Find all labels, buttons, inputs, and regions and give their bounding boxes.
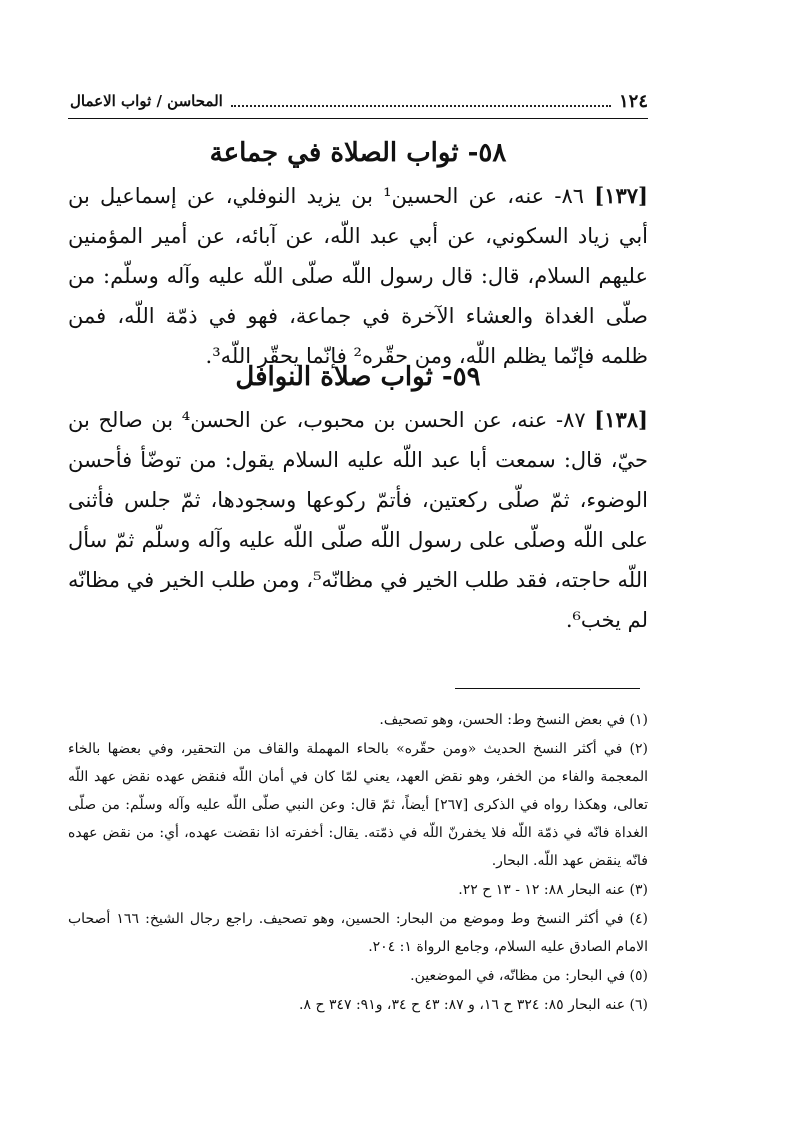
header-leader-dots bbox=[231, 95, 611, 107]
page-number: ١٢٤ bbox=[618, 90, 648, 112]
page-header bbox=[70, 86, 648, 116]
footnote-5: (٥) في البحار: من مظانّه، في الموضعين. bbox=[410, 968, 648, 984]
hadith-137-number: [١٣٧] bbox=[594, 183, 648, 208]
hadith-137 bbox=[68, 176, 648, 376]
footnote-separator bbox=[455, 688, 640, 689]
hadith-138-text: ٨٧- عنه، عن الحسن بن محبوب، عن الحسن⁴ بن صالح بن حيّ، قال: سمعت أبا عبد اللّه عليه السلام يقول: من توضّأ فأحسن الوضوء، ثمّ صلّى ركعتين، فأتمّ ركوعها وسجودها، ثمّ جلس فأثنى على اللّه وصلّى على رسول اللّه صلّى اللّه عليه وآله وسلّم ثمّ سأل اللّه حاجته، فقد طلب الخير في مظانّه⁵، ومن طلب الخير في مظانّه لم يخب⁶. bbox=[68, 408, 648, 632]
footnote-4: (٤) في أكثر النسخ وط وموضع من البحار: الحسين، وهو تصحيف. راجع رجال الشيخ: ١٦٦ أصحاب الامام الصادق عليه السلام، وجامع الرواة ١: ٢٠٤. bbox=[68, 911, 648, 955]
running-title: المحاسن / ثواب الاعمال bbox=[70, 92, 223, 110]
footnote-3: (٣) عنه البحار ٨٨: ١٢ - ١٣ ح ٢٢. bbox=[458, 882, 648, 898]
footnote-6: (٦) عنه البحار ٨٥: ٣٢٤ ح ١٦، و ٨٧: ٤٣ ح ٣٤، و٩١: ٣٤٧ ح ٨. bbox=[299, 997, 648, 1013]
hadith-138-number: [١٣٨] bbox=[594, 407, 648, 432]
section-59-title: ٥٩- ثواب صلاة النوافل bbox=[235, 362, 481, 392]
footnote-1: (١) في بعض النسخ وط: الحسن، وهو تصحيف. bbox=[379, 712, 648, 728]
section-58-title: ٥٨- ثواب الصلاة في جماعة bbox=[209, 138, 507, 168]
hadith-138 bbox=[68, 400, 648, 640]
hadith-137-text: ٨٦- عنه، عن الحسين¹ بن يزيد النوفلي، عن إسماعيل بن أبي زياد السكوني، عن أبي عبد اللّه، عن آبائه، عن أمير المؤمنين عليهم السلام، قال: قال رسول اللّه صلّى اللّه عليه وآله وسلّم: من صلّى الغداة والعشاء الآخرة في جماعة، فهو في ذمّة اللّه، فمن ظلمه فإنّما يظلم اللّه، ومن حقّره² فإنّما يحقّر اللّه³. bbox=[68, 184, 648, 368]
footnote-2: (٢) في أكثر النسخ الحديث «ومن حقّره» بالحاء المهملة والقاف من التحقير، وفي بعضها بالخاء المعجمة والفاء من الخفر، وهو نقض العهد، يعني لمّا كان في أمان اللّه فنقض عهده نقض عهد اللّه تعالى، وهكذا رواه في الذكرى [٢٦٧] أيضاً، ثمّ قال: وعن النبي صلّى اللّه عليه وآله وسلّم: من صلّى الغداة فانّه في ذمّة اللّه فلا يخفرنّ اللّه في ذمّته. يقال: أخفرته اذا نقضت عهده، أي: من نقض عهده فانّه ينقض عهد اللّه. البحار. bbox=[68, 741, 648, 869]
footnotes bbox=[68, 706, 648, 1020]
header-rule bbox=[68, 118, 648, 119]
